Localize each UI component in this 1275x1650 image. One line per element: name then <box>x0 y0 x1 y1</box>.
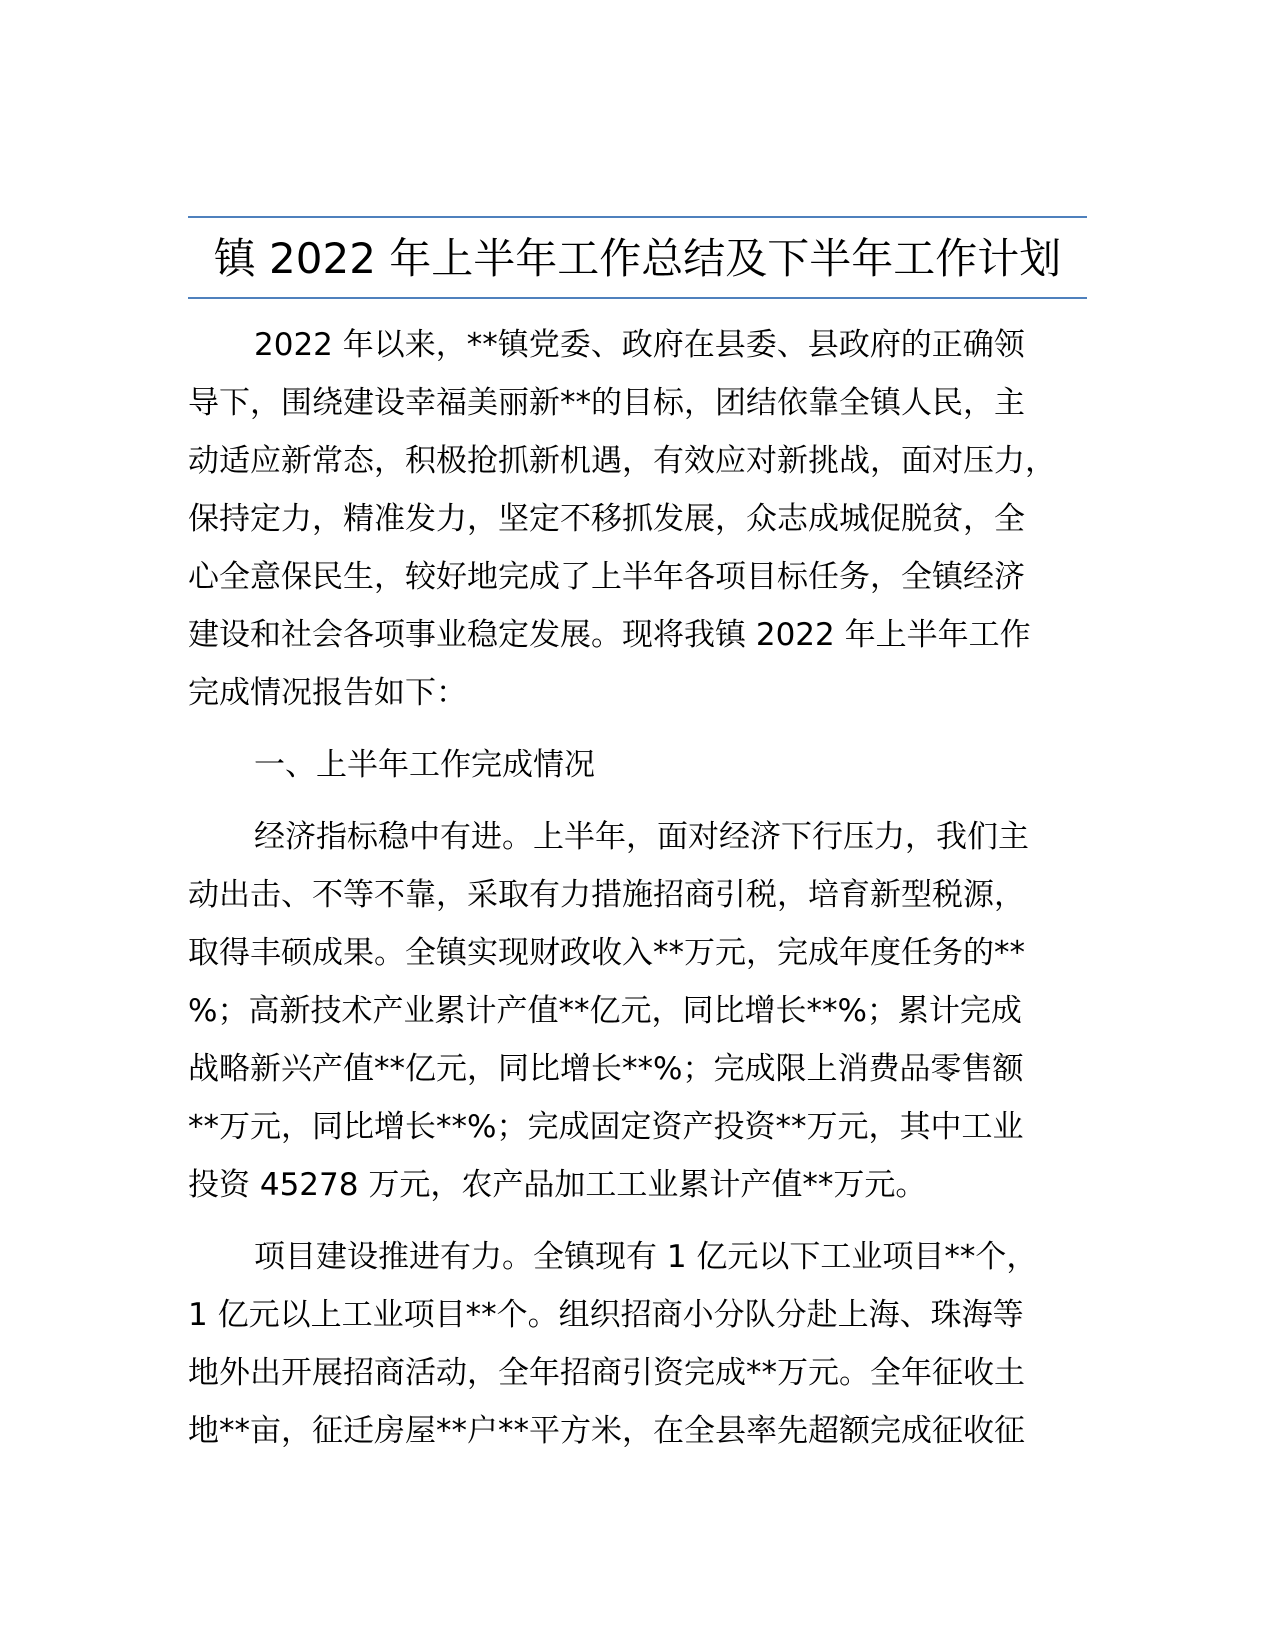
paragraph-project-construction <box>188 1228 1087 1460</box>
text-line: 投资 45278 万元，农产品加工工业累计产值**万元。 <box>188 1167 927 1203</box>
text-line: 导下，围绕建设幸福美丽新**的目标，团结依靠全镇人民，主 <box>188 385 1025 421</box>
text-line: 保持定力，精准发力，坚定不移抓发展，众志成城促脱贫，全 <box>188 501 1025 537</box>
paragraph-spacing <box>188 794 1087 808</box>
paragraph-spacing <box>188 1214 1087 1228</box>
section-heading-text: 一、上半年工作完成情况 <box>254 747 595 783</box>
text-line: 地**亩，征迁房屋**户**平方米，在全县率先超额完成征收征 <box>188 1413 1025 1449</box>
document-title: 镇 2022 年上半年工作总结及下半年工作计划 <box>213 234 1062 283</box>
text-line: 战略新兴产值**亿元，同比增长**%；完成限上消费品零售额 <box>188 1051 1024 1087</box>
paragraph-intro <box>188 316 1087 722</box>
text-line: 完成情况报告如下： <box>188 675 467 711</box>
title-top-rule <box>188 216 1087 218</box>
text-line: 动出击、不等不靠，采取有力措施招商引税，培育新型税源， <box>188 877 1025 913</box>
paragraph-economic-indicators <box>188 808 1087 1214</box>
paragraph-spacing <box>188 722 1087 736</box>
title-bottom-rule <box>188 297 1087 299</box>
document-body <box>188 316 1087 1460</box>
text-line: %；高新技术产业累计产值**亿元，同比增长**%；累计完成 <box>188 993 1022 1029</box>
text-line: 2022 年以来，**镇党委、政府在县委、县政府的正确领 <box>254 327 1025 363</box>
text-line: 建设和社会各项事业稳定发展。现将我镇 2022 年上半年工作 <box>188 617 1031 653</box>
text-line: 地外出开展招商活动，全年招商引资完成**万元。全年征收土 <box>188 1355 1025 1391</box>
text-line: 经济指标稳中有进。上半年，面对经济下行压力，我们主 <box>254 819 1029 855</box>
text-line: 取得丰硕成果。全镇实现财政收入**万元，完成年度任务的** <box>188 935 1025 971</box>
section-heading <box>188 736 1087 794</box>
text-line: 心全意保民生，较好地完成了上半年各项目标任务，全镇经济 <box>188 559 1025 595</box>
text-line: **万元，同比增长**%；完成固定资产投资**万元，其中工业 <box>188 1109 1024 1145</box>
text-line: 项目建设推进有力。全镇现有 1 亿元以下工业项目**个， <box>254 1239 1038 1275</box>
text-line: 1 亿元以上工业项目**个。组织招商小分队分赴上海、珠海等 <box>188 1297 1024 1333</box>
text-line: 动适应新常态，积极抢抓新机遇，有效应对新挑战，面对压力， <box>188 443 1056 479</box>
